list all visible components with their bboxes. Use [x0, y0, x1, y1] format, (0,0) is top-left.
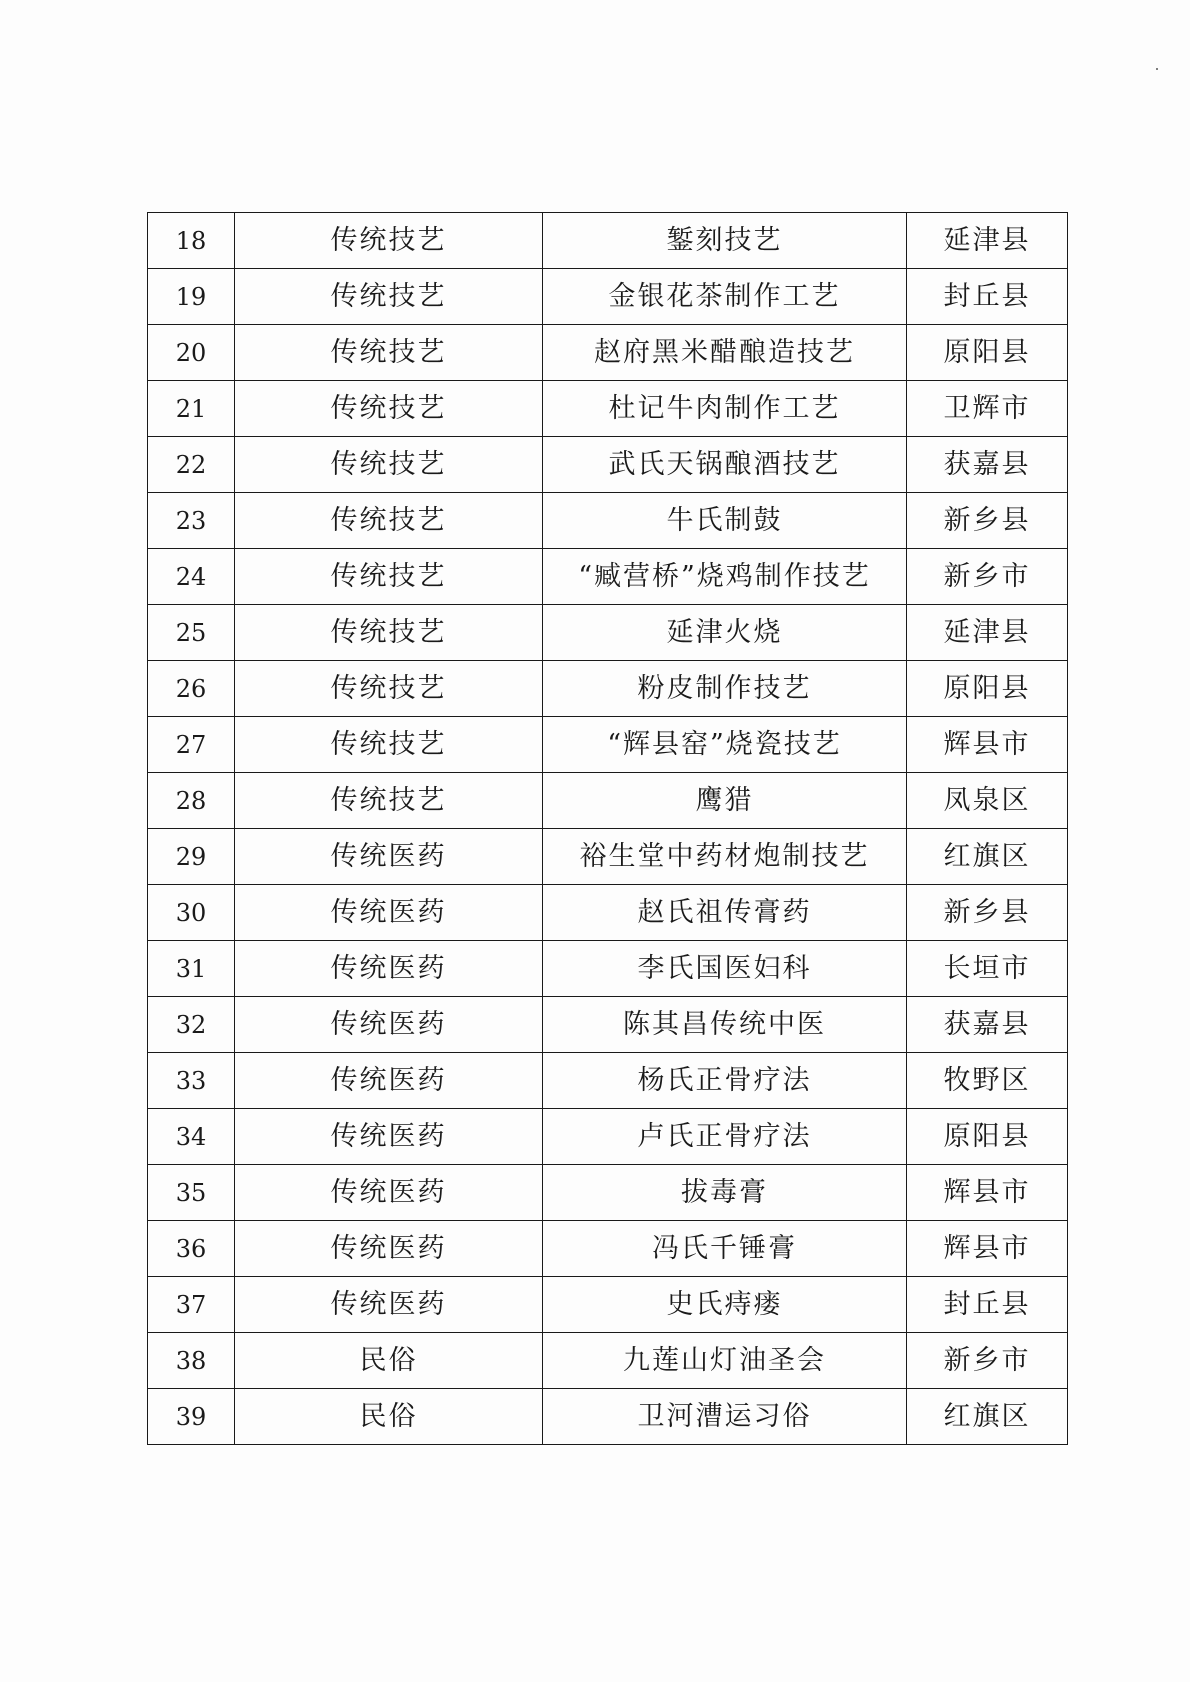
row-location: 获嘉县: [907, 997, 1068, 1053]
row-category: 传统技艺: [235, 493, 543, 549]
row-category: 传统技艺: [235, 269, 543, 325]
row-number: 31: [148, 941, 235, 997]
row-location: 新乡市: [907, 549, 1068, 605]
row-item-name: “臧营桥”烧鸡制作技艺: [543, 549, 907, 605]
row-number: 26: [148, 661, 235, 717]
row-item-name: 裕生堂中药材炮制技艺: [543, 829, 907, 885]
row-number: 24: [148, 549, 235, 605]
row-item-name: 武氏天锅酿酒技艺: [543, 437, 907, 493]
row-category: 传统技艺: [235, 549, 543, 605]
row-location: 延津县: [907, 605, 1068, 661]
row-item-name: 卢氏正骨疗法: [543, 1109, 907, 1165]
table-row: [148, 605, 1068, 661]
table-body: [148, 213, 1068, 1445]
row-item-name: 赵氏祖传膏药: [543, 885, 907, 941]
row-number: 27: [148, 717, 235, 773]
row-location: 延津县: [907, 213, 1068, 269]
table-row: [148, 661, 1068, 717]
row-item-name: 冯氏千锤膏: [543, 1221, 907, 1277]
row-item-name: 陈其昌传统中医: [543, 997, 907, 1053]
table-row: [148, 1333, 1068, 1389]
table-row: [148, 773, 1068, 829]
row-location: 封丘县: [907, 1277, 1068, 1333]
row-location: 新乡县: [907, 885, 1068, 941]
row-location: 卫辉市: [907, 381, 1068, 437]
row-number: 28: [148, 773, 235, 829]
table-row: [148, 829, 1068, 885]
table-row: [148, 1221, 1068, 1277]
row-category: 传统技艺: [235, 325, 543, 381]
row-category: 传统技艺: [235, 605, 543, 661]
table-row: [148, 885, 1068, 941]
row-category: 传统技艺: [235, 717, 543, 773]
row-item-name: 卫河漕运习俗: [543, 1389, 907, 1445]
row-item-name: 杨氏正骨疗法: [543, 1053, 907, 1109]
row-category: 传统技艺: [235, 213, 543, 269]
row-item-name: 拔毒膏: [543, 1165, 907, 1221]
row-location: 辉县市: [907, 717, 1068, 773]
table-row: [148, 213, 1068, 269]
row-number: 25: [148, 605, 235, 661]
row-category: 传统医药: [235, 941, 543, 997]
row-category: 传统技艺: [235, 437, 543, 493]
row-number: 30: [148, 885, 235, 941]
row-item-name: 杜记牛肉制作工艺: [543, 381, 907, 437]
row-category: 传统医药: [235, 1109, 543, 1165]
row-number: 19: [148, 269, 235, 325]
row-number: 34: [148, 1109, 235, 1165]
row-number: 18: [148, 213, 235, 269]
row-location: 牧野区: [907, 1053, 1068, 1109]
row-number: 21: [148, 381, 235, 437]
scan-speck: [1156, 68, 1158, 70]
row-item-name: 史氏痔瘘: [543, 1277, 907, 1333]
row-item-name: 鹰猎: [543, 773, 907, 829]
table-row: [148, 493, 1068, 549]
row-category: 传统技艺: [235, 661, 543, 717]
row-number: 22: [148, 437, 235, 493]
row-location: 原阳县: [907, 661, 1068, 717]
row-category: 民俗: [235, 1389, 543, 1445]
row-location: 封丘县: [907, 269, 1068, 325]
table-row: [148, 717, 1068, 773]
row-location: 红旗区: [907, 1389, 1068, 1445]
row-item-name: 李氏国医妇科: [543, 941, 907, 997]
row-location: 红旗区: [907, 829, 1068, 885]
row-location: 辉县市: [907, 1221, 1068, 1277]
row-location: 凤泉区: [907, 773, 1068, 829]
row-number: 37: [148, 1277, 235, 1333]
heritage-list-table: [147, 212, 1068, 1445]
row-location: 原阳县: [907, 1109, 1068, 1165]
row-category: 传统医药: [235, 829, 543, 885]
row-category: 传统医药: [235, 1053, 543, 1109]
row-number: 39: [148, 1389, 235, 1445]
table-row: [148, 325, 1068, 381]
row-location: 辉县市: [907, 1165, 1068, 1221]
row-category: 传统医药: [235, 885, 543, 941]
row-item-name: “辉县窑”烧瓷技艺: [543, 717, 907, 773]
row-item-name: 九莲山灯油圣会: [543, 1333, 907, 1389]
table-row: [148, 437, 1068, 493]
row-number: 35: [148, 1165, 235, 1221]
row-location: 原阳县: [907, 325, 1068, 381]
row-item-name: 赵府黑米醋酿造技艺: [543, 325, 907, 381]
table-row: [148, 1053, 1068, 1109]
table-row: [148, 941, 1068, 997]
row-number: 36: [148, 1221, 235, 1277]
row-location: 获嘉县: [907, 437, 1068, 493]
row-number: 20: [148, 325, 235, 381]
row-number: 23: [148, 493, 235, 549]
row-category: 传统技艺: [235, 381, 543, 437]
table-row: [148, 269, 1068, 325]
table-row: [148, 997, 1068, 1053]
table-row: [148, 1165, 1068, 1221]
row-number: 38: [148, 1333, 235, 1389]
table-row: [148, 381, 1068, 437]
table-row: [148, 1109, 1068, 1165]
row-item-name: 延津火烧: [543, 605, 907, 661]
row-number: 29: [148, 829, 235, 885]
row-item-name: 錾刻技艺: [543, 213, 907, 269]
row-category: 传统医药: [235, 1277, 543, 1333]
row-item-name: 粉皮制作技艺: [543, 661, 907, 717]
row-category: 传统医药: [235, 1165, 543, 1221]
row-item-name: 金银花茶制作工艺: [543, 269, 907, 325]
table-row: [148, 1277, 1068, 1333]
table-row: [148, 549, 1068, 605]
row-category: 传统医药: [235, 1221, 543, 1277]
row-location: 新乡市: [907, 1333, 1068, 1389]
row-number: 33: [148, 1053, 235, 1109]
row-category: 民俗: [235, 1333, 543, 1389]
row-location: 新乡县: [907, 493, 1068, 549]
row-location: 长垣市: [907, 941, 1068, 997]
table-row: [148, 1389, 1068, 1445]
row-category: 传统技艺: [235, 773, 543, 829]
row-item-name: 牛氏制鼓: [543, 493, 907, 549]
row-number: 32: [148, 997, 235, 1053]
row-category: 传统医药: [235, 997, 543, 1053]
